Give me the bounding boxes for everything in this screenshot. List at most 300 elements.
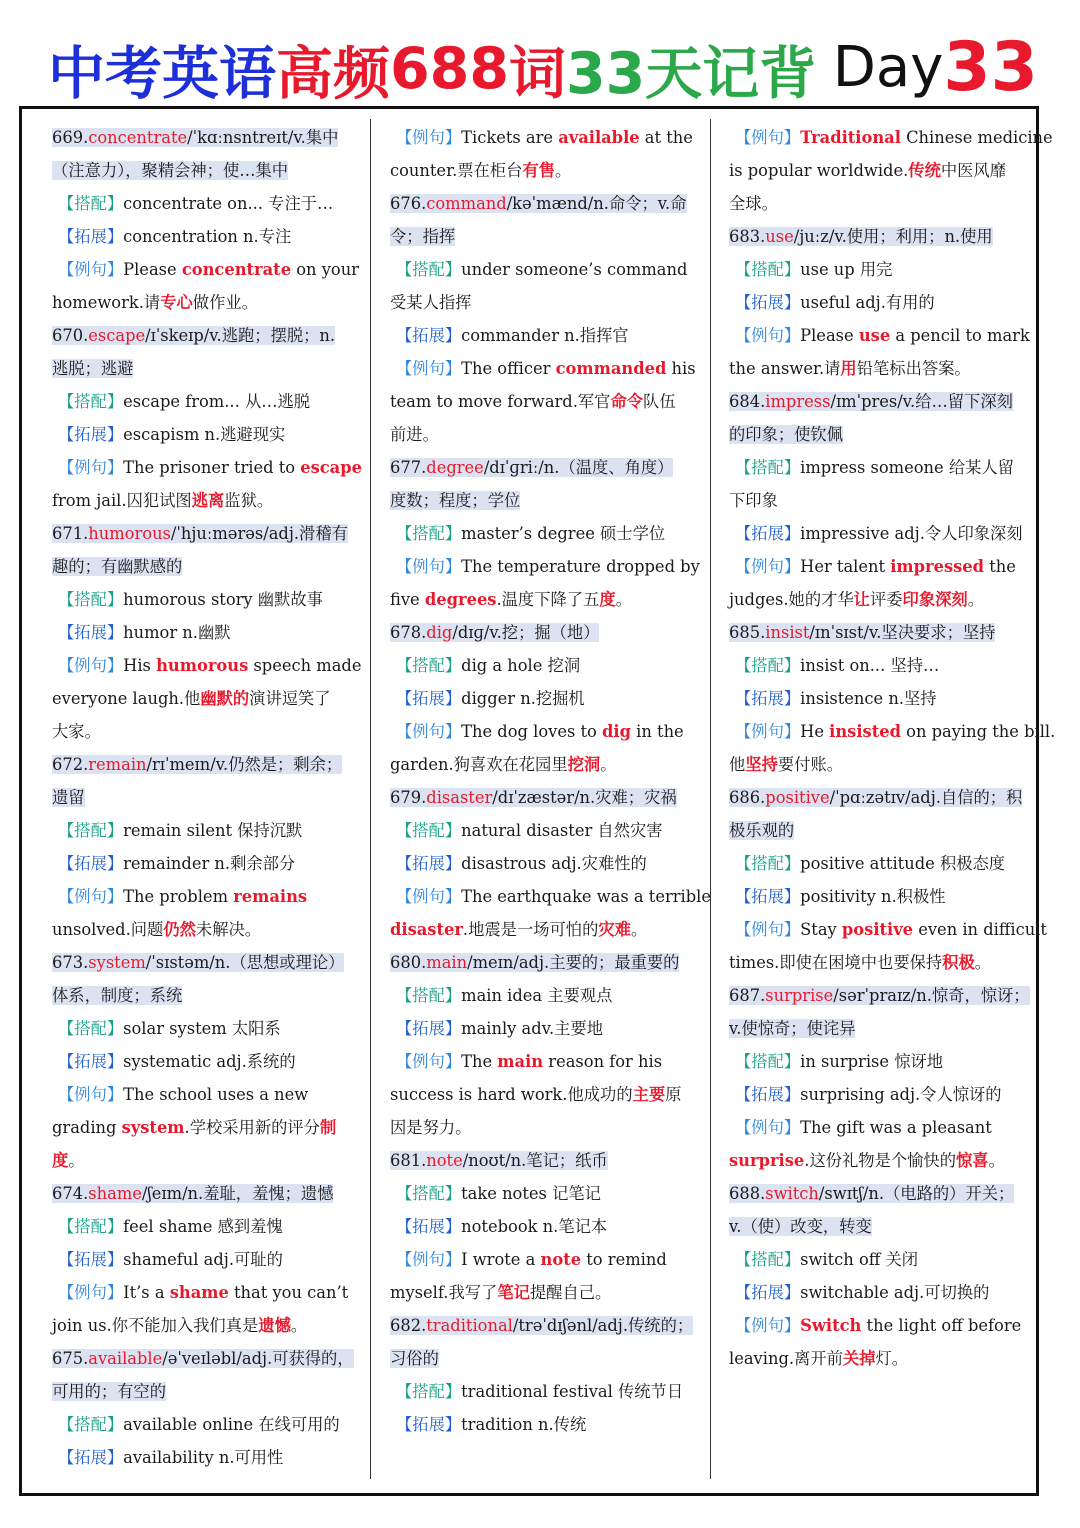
example-translation: grading [52, 1118, 122, 1137]
extension-text: tradition n.传统 [461, 1415, 587, 1434]
collocation-label: 【搭配】 [396, 524, 462, 543]
example-text: I wrote a [461, 1250, 541, 1269]
example-text: the light off before [861, 1316, 1022, 1335]
collocation-text: 受某人指挥 [390, 293, 472, 312]
example-label: 【例句】 [396, 128, 462, 147]
collocation-text: switch off 关闭 [800, 1250, 919, 1269]
entry-688 [729, 1177, 1027, 1375]
entry-number: 683. [729, 227, 766, 246]
example-label: 【例句】 [58, 260, 124, 279]
example-label: 【例句】 [735, 1118, 801, 1137]
headword: available [88, 1349, 163, 1368]
entry-number: 684. [729, 392, 766, 411]
extension-text: escapism n.逃避现实 [123, 425, 286, 444]
entry-definition: /ˈsɪstəm/n.（思想或理论） [145, 953, 345, 972]
title-part-1: 中考英语 [48, 41, 276, 107]
headword: switch [765, 1184, 819, 1203]
collocation-label: 【搭配】 [396, 1184, 462, 1203]
extension-text: disastrous adj.灾难性的 [461, 854, 647, 873]
example-keyword: 命令 [610, 392, 644, 411]
example-translation: the answer.请 [729, 359, 841, 378]
example-text: that you can’t [228, 1283, 349, 1302]
example-translation: homework.请 [52, 293, 161, 312]
example-translation: five [390, 590, 425, 609]
extension-label: 【拓展】 [58, 1250, 124, 1269]
extension-text: remainder n.剩余部分 [123, 854, 296, 873]
extension-text: switchable adj.可切换的 [800, 1283, 990, 1302]
example-keyword: insisted [829, 722, 901, 741]
collocation-text: take notes 记笔记 [461, 1184, 601, 1203]
column-3 [729, 121, 1056, 1375]
collocation-label: 【搭配】 [58, 1415, 124, 1434]
entry-definition: 体系，制度；系统 [52, 986, 183, 1005]
extension-label: 【拓展】 [735, 689, 801, 708]
example-keyword: Switch [800, 1316, 862, 1335]
extension-text: insistence n.坚持 [800, 689, 937, 708]
extension-text: humor n.幽默 [123, 623, 231, 642]
entry-number: 687. [729, 986, 766, 1005]
example-label: 【例句】 [396, 557, 462, 576]
extension-label: 【拓展】 [396, 689, 462, 708]
entry-675 [52, 1342, 354, 1474]
entry-definition: 度数；程度；学位 [390, 491, 521, 510]
headword: concentrate [88, 128, 188, 147]
entry-definition: /əˈveɪləbl/adj.可获得的， [162, 1349, 354, 1368]
headword: insist [765, 623, 810, 642]
entry-number: 688. [729, 1184, 766, 1203]
example-keyword: 传统 [908, 161, 941, 180]
example-text: Tickets are [461, 128, 559, 147]
collocation-text: in surprise 惊讶地 [800, 1052, 944, 1071]
example-text: his [666, 359, 696, 378]
extension-text: availability n.可用性 [123, 1448, 284, 1467]
example-keyword: 主要 [632, 1085, 666, 1104]
example-keyword: 遗憾 [258, 1316, 291, 1335]
example-translation: 未解决。 [195, 920, 262, 939]
extension-text: notebook n.笔记本 [461, 1217, 608, 1236]
column-divider [370, 119, 371, 1479]
extension-text: useful adj.有用的 [800, 293, 935, 312]
example-keyword: 坚持 [745, 755, 778, 774]
entry-definition: /ˈhjuːmərəs/adj.滑稽有 [170, 524, 348, 543]
example-translation: 大家。 [52, 722, 101, 741]
headword: note [426, 1151, 463, 1170]
example-text: the [984, 557, 1016, 576]
entry-673 [52, 946, 350, 1177]
collocation-label: 【搭配】 [58, 194, 124, 213]
example-translation: times.即使在困境中也要保持 [729, 953, 943, 972]
entry-definition: v.（使）改变，转变 [729, 1217, 872, 1236]
example-text: The officer [461, 359, 556, 378]
example-keyword: impressed [890, 557, 985, 576]
example-translation: counter.票在柜台 [390, 161, 523, 180]
extension-label: 【拓展】 [396, 326, 462, 345]
entry-number: 672. [52, 755, 89, 774]
example-label: 【例句】 [58, 458, 124, 477]
entry-number: 675. [52, 1349, 89, 1368]
extension-label: 【拓展】 [58, 1448, 124, 1467]
collocation-text: 下印象 [729, 491, 778, 510]
example-keyword: 幽默的 [200, 689, 250, 708]
entry-677 [390, 451, 700, 616]
entry-number: 673. [52, 953, 89, 972]
example-keyword: remains [233, 887, 308, 906]
headword: command [426, 194, 507, 213]
collocation-text: under someone’s command [461, 260, 688, 279]
entry-definition: /dɪˈzæstər/n.灾难；灾祸 [492, 788, 677, 807]
collocation-text: humorous story 幽默故事 [123, 590, 323, 609]
collocation-text: traditional festival 传统节日 [461, 1382, 684, 1401]
example-keyword: dig [602, 722, 631, 741]
example-text: Please [800, 326, 859, 345]
example-text: in the [630, 722, 684, 741]
example-translation: 。 [290, 1316, 308, 1335]
collocation-label: 【搭配】 [58, 1217, 124, 1236]
entry-681 [390, 1144, 688, 1309]
entry-definition: /juːz/v.使用；利用；n.使用 [793, 227, 993, 246]
entry-definition: 可用的；有空的 [52, 1382, 166, 1401]
page-title [48, 28, 1038, 108]
example-translation: .这份礼物是个愉快的 [804, 1151, 956, 1170]
entry-definition: 的印象；使钦佩 [729, 425, 843, 444]
example-keyword: disaster [390, 920, 463, 939]
day-badge [833, 28, 1038, 107]
example-translation: 监狱。 [224, 491, 274, 510]
headword: use [765, 227, 794, 246]
example-label: 【例句】 [58, 1283, 124, 1302]
headword: shame [88, 1184, 142, 1203]
example-keyword: 挖洞 [567, 755, 601, 774]
example-text: His [123, 656, 157, 675]
example-keyword: humorous [156, 656, 249, 675]
example-keyword: 灾难 [598, 920, 631, 939]
example-keyword: 仍然 [163, 920, 196, 939]
entry-671 [52, 517, 362, 748]
example-translation: 。 [630, 920, 648, 939]
extension-text: concentration n.专注 [123, 227, 292, 246]
headword: impress [765, 392, 831, 411]
collocation-label: 【搭配】 [735, 1052, 801, 1071]
collocation-label: 【搭配】 [396, 1382, 462, 1401]
example-keyword: 度 [599, 590, 616, 609]
example-translation: .温度下降了五 [496, 590, 600, 609]
entry-686 [729, 781, 1047, 979]
entry-definition: /ʃeɪm/n.羞耻，羞愧；遗憾 [141, 1184, 334, 1203]
extension-label: 【拓展】 [735, 524, 801, 543]
title-part-3: 688 [390, 36, 509, 102]
example-text: Stay [800, 920, 842, 939]
example-text: It’s a [123, 1283, 170, 1302]
entry-definition: /swɪtʃ/n.（电路的）开关； [818, 1184, 1015, 1203]
extension-label: 【拓展】 [735, 293, 801, 312]
example-label: 【例句】 [396, 722, 462, 741]
example-text: Her talent [800, 557, 891, 576]
entry-684 [729, 385, 1027, 616]
entry-definition: 遗留 [52, 788, 85, 807]
headword: positive [765, 788, 830, 807]
example-keyword: 印象深刻 [902, 590, 968, 609]
example-translation: unsolved.问题 [52, 920, 164, 939]
extension-text: systematic adj.系统的 [123, 1052, 296, 1071]
example-keyword: shame [169, 1283, 229, 1302]
title-part-2: 高频 [276, 41, 390, 107]
example-text: even in difficult [913, 920, 1047, 939]
entry-definition: /ɪˈskeɪp/v.逃跑；摆脱；n. [145, 326, 336, 345]
example-translation: team to move forward.军官 [390, 392, 611, 411]
entry-number: 679. [390, 788, 427, 807]
extension-text: digger n.挖掘机 [461, 689, 585, 708]
collocation-text: impress someone 给某人留 [800, 458, 1014, 477]
example-text: The school uses a new [123, 1085, 309, 1104]
entry-680 [390, 946, 688, 1144]
example-translation: join us.你不能加入我们真是 [52, 1316, 259, 1335]
entry-definition: /ɪnˈsɪst/v.坚决要求；坚持 [809, 623, 996, 642]
example-translation: 因是努力。 [390, 1118, 472, 1137]
example-translation: 队伍 [643, 392, 676, 411]
entry-definition: /noʊt/n.笔记；纸币 [462, 1151, 608, 1170]
entry-definition: /dɪˈɡriː/n.（温度、角度） [483, 458, 674, 477]
entry-definition: 习俗的 [390, 1349, 439, 1368]
example-translation: is popular worldwide. [729, 161, 909, 180]
extension-label: 【拓展】 [396, 1415, 462, 1434]
entry-675-example [390, 121, 693, 187]
entry-number: 685. [729, 623, 766, 642]
entry-definition: 极乐观的 [729, 821, 795, 840]
title-part-4: 词 [508, 41, 566, 107]
example-label: 【例句】 [396, 1250, 462, 1269]
entry-682-example [729, 121, 1053, 220]
example-keyword: main [497, 1052, 544, 1071]
entry-definition: /rɪˈmeɪn/v.仍然是；剩余； [146, 755, 343, 774]
example-label: 【例句】 [58, 887, 124, 906]
example-text: The [461, 1052, 498, 1071]
collocation-label: 【搭配】 [58, 590, 124, 609]
extension-label: 【拓展】 [58, 1052, 124, 1071]
example-translation: from jail.囚犯试图 [52, 491, 192, 510]
example-text: The dog loves to [461, 722, 603, 741]
example-keyword: 制 [319, 1118, 337, 1137]
collocation-label: 【搭配】 [735, 260, 801, 279]
example-translation: judges.她的才华 [729, 590, 854, 609]
example-translation: everyone laugh.他 [52, 689, 201, 708]
collocation-label: 【搭配】 [58, 821, 124, 840]
example-translation: 前进。 [390, 425, 439, 444]
example-text: speech made [248, 656, 362, 675]
extension-label: 【拓展】 [396, 1019, 462, 1038]
example-text: Chinese medicine [900, 128, 1053, 147]
example-translation: 。 [68, 1151, 85, 1170]
extension-label: 【拓展】 [58, 425, 124, 444]
collocation-text: master’s degree 硕士学位 [461, 524, 666, 543]
example-translation: leaving.离开前 [729, 1349, 843, 1368]
entry-679 [390, 781, 712, 946]
example-translation: 。 [967, 590, 984, 609]
entry-number: 678. [390, 623, 427, 642]
example-translation: 。 [988, 1151, 1005, 1170]
collocation-text: feel shame 感到羞愧 [123, 1217, 283, 1236]
example-keyword: commanded [555, 359, 667, 378]
collocation-text: main idea 主要观点 [461, 986, 613, 1005]
example-text: Please [123, 260, 182, 279]
example-keyword: note [540, 1250, 582, 1269]
collocation-text: escape from... 从…逃脱 [123, 392, 311, 411]
example-keyword: Traditional [800, 128, 901, 147]
headword: remain [88, 755, 147, 774]
example-label: 【例句】 [58, 656, 124, 675]
example-keyword: surprise [729, 1151, 805, 1170]
collocation-label: 【搭配】 [396, 656, 462, 675]
collocation-label: 【搭配】 [396, 986, 462, 1005]
collocation-text: positive attitude 积极态度 [800, 854, 1006, 873]
collocation-text: insist on... 坚持… [800, 656, 940, 675]
entry-number: 671. [52, 524, 89, 543]
headword: escape [88, 326, 146, 345]
entry-number: 676. [390, 194, 427, 213]
example-translation: 演讲逗笑了 [249, 689, 331, 708]
example-text: at the [639, 128, 693, 147]
collocation-text: concentrate on... 专注于… [123, 194, 334, 213]
entry-definition: 逃脱；逃避 [52, 359, 134, 378]
example-keyword: 惊喜 [955, 1151, 989, 1170]
example-label: 【例句】 [735, 128, 801, 147]
extension-text: impressive adj.令人印象深刻 [800, 524, 1023, 543]
example-text: reason for his [543, 1052, 663, 1071]
collocation-label: 【搭配】 [735, 656, 801, 675]
entry-definition: 令；指挥 [390, 227, 456, 246]
example-translation: success is hard work.他成功的 [390, 1085, 633, 1104]
entry-number: 680. [390, 953, 427, 972]
example-keyword: degrees [424, 590, 497, 609]
entry-number: 670. [52, 326, 89, 345]
entry-definition: /ˈkɑːnsntreɪt/v.集中 [187, 128, 339, 147]
collocation-label: 【搭配】 [396, 821, 462, 840]
day-number: 33 [943, 28, 1038, 107]
entry-number: 686. [729, 788, 766, 807]
extension-label: 【拓展】 [396, 1217, 462, 1236]
example-keyword: available [558, 128, 640, 147]
extension-label: 【拓展】 [735, 1283, 801, 1302]
entry-definition: /meɪn/adj.主要的；最重要的 [467, 953, 680, 972]
example-text: The gift was a pleasant [800, 1118, 992, 1137]
example-keyword: system [121, 1118, 185, 1137]
entry-definition: /dɪɡ/v.挖；掘（地） [452, 623, 600, 642]
entry-definition: （注意力），聚精会神；使…集中 [52, 161, 289, 180]
example-text: on your [291, 260, 359, 279]
entry-670 [52, 319, 362, 517]
collocation-label: 【搭配】 [396, 260, 462, 279]
collocation-text: remain silent 保持沉默 [123, 821, 303, 840]
example-translation: 全球。 [729, 194, 778, 213]
headword: degree [426, 458, 484, 477]
collocation-text: available online 在线可用的 [123, 1415, 340, 1434]
example-keyword: 专心 [160, 293, 193, 312]
example-keyword: use [858, 326, 891, 345]
entry-669 [52, 121, 359, 319]
example-keyword: 让 [853, 590, 870, 609]
example-keyword: positive [841, 920, 914, 939]
collocation-label: 【搭配】 [58, 1019, 124, 1038]
example-keyword: concentrate [181, 260, 292, 279]
example-keyword: escape [300, 458, 362, 477]
extension-text: shameful adj.可耻的 [123, 1250, 283, 1269]
example-translation: .学校采用新的评分 [184, 1118, 320, 1137]
entry-672 [52, 748, 350, 946]
collocation-label: 【搭配】 [58, 392, 124, 411]
example-text: The prisoner tried to [123, 458, 301, 477]
headword: traditional [426, 1316, 513, 1335]
entry-definition: /trəˈdɪʃənl/adj.传统的； [512, 1316, 694, 1335]
extension-label: 【拓展】 [396, 854, 462, 873]
entry-definition: /ˈpɑːzətɪv/adj.自信的；积 [829, 788, 1023, 807]
example-text: The earthquake was a terrible [461, 887, 712, 906]
headword: disaster [426, 788, 493, 807]
extension-label: 【拓展】 [735, 887, 801, 906]
collocation-text: dig a hole 挖洞 [461, 656, 581, 675]
headword: surprise [765, 986, 834, 1005]
column-1 [52, 121, 362, 1474]
example-translation: 做作业。 [192, 293, 258, 312]
example-translation: 原 [665, 1085, 682, 1104]
column-divider [710, 119, 711, 1479]
example-label: 【例句】 [735, 722, 801, 741]
example-keyword: 积极 [942, 953, 975, 972]
example-translation: .地震是一场可怕的 [462, 920, 599, 939]
example-translation: 。 [615, 590, 632, 609]
example-label: 【例句】 [396, 359, 462, 378]
example-keyword: 度 [52, 1151, 69, 1170]
entry-definition: 趣的；有幽默感的 [52, 557, 183, 576]
example-translation: 灯。 [875, 1349, 909, 1368]
example-label: 【例句】 [396, 1052, 462, 1071]
day-label: Day [832, 35, 944, 100]
entry-682 [390, 1309, 694, 1441]
headword: dig [426, 623, 453, 642]
entry-683 [729, 220, 1030, 385]
extension-label: 【拓展】 [58, 854, 124, 873]
example-label: 【例句】 [735, 920, 801, 939]
example-keyword: 用 [840, 359, 857, 378]
entry-number: 681. [390, 1151, 427, 1170]
example-translation: 要付账。 [777, 755, 844, 774]
example-keyword: 逃离 [191, 491, 225, 510]
entry-674 [52, 1177, 350, 1342]
extension-text: positivity n.积极性 [800, 887, 946, 906]
entry-number: 677. [390, 458, 427, 477]
example-translation: myself.我写了 [390, 1283, 498, 1302]
headword: humorous [88, 524, 171, 543]
extension-text: surprising adj.令人惊讶的 [800, 1085, 1002, 1104]
headword: system [88, 953, 146, 972]
headword: main [426, 953, 468, 972]
entry-676 [390, 187, 696, 451]
example-translation: 。 [600, 755, 617, 774]
extension-label: 【拓展】 [735, 1085, 801, 1104]
example-text: The temperature dropped by [461, 557, 700, 576]
example-text: The problem [123, 887, 234, 906]
example-translation: 提醒自己。 [529, 1283, 612, 1302]
entry-number: 669. [52, 128, 89, 147]
title-part-5: 33天记背 [565, 41, 817, 107]
example-translation: 评委 [869, 590, 903, 609]
entry-definition: v.使惊奇；使诧异 [729, 1019, 856, 1038]
entry-number: 674. [52, 1184, 89, 1203]
entry-685 [729, 616, 1056, 781]
example-label: 【例句】 [735, 1316, 801, 1335]
example-keyword: 关掉 [842, 1349, 876, 1368]
example-keyword: 笔记 [497, 1283, 530, 1302]
vocabulary-frame [19, 106, 1056, 1496]
example-label: 【例句】 [58, 1085, 124, 1104]
